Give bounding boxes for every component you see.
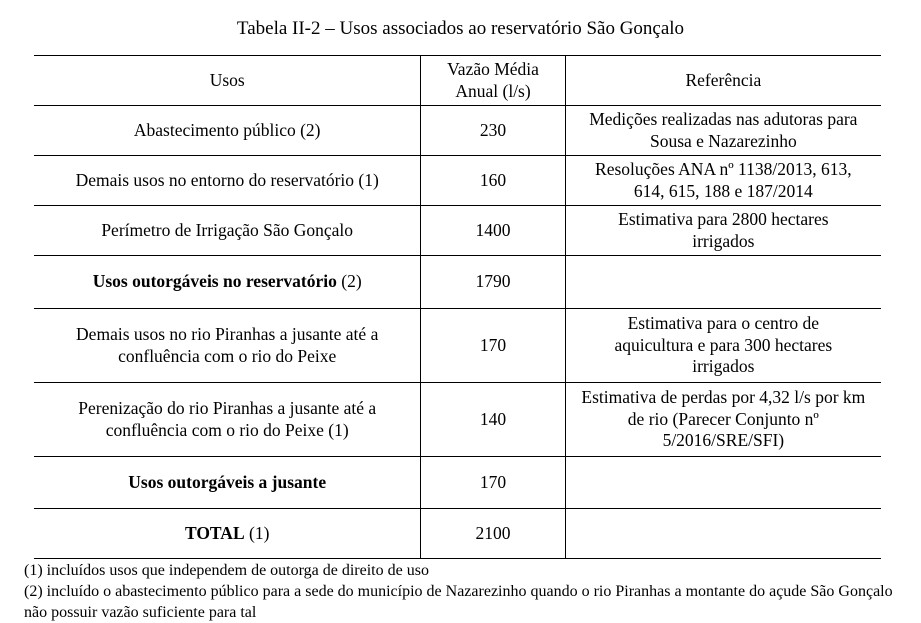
cell-uso [34,309,421,383]
uso-text: Demais usos no rio Piranhas a jusante até a confluência com o rio do Peixe [76,324,379,366]
cell-uso [34,457,421,509]
table-row [34,309,881,383]
cell-referencia: Estimativa de perdas por 4,32 l/s por km de rio (Parecer Conjunto nº 5/2016/SRE/SFI) [565,383,881,457]
cell-referencia [565,457,881,509]
cell-vazao: 1400 [421,206,565,256]
header-referencia: Referência [565,56,881,106]
table-row [34,383,881,457]
cell-uso [34,383,421,457]
table-row [34,256,881,309]
header-vazao-line2: Anual (l/s) [455,80,531,101]
cell-vazao: 170 [421,309,565,383]
cell-uso [34,256,421,309]
cell-referencia [565,509,881,559]
uso-text: Abastecimento público (2) [133,119,321,140]
header-row [34,56,881,106]
cell-referencia [565,256,881,309]
header-usos: Usos [34,56,421,106]
cell-uso [34,509,421,559]
uso-bold: Usos outorgáveis no reservatório [92,271,337,292]
cell-vazao: 230 [421,106,565,156]
table-row [34,206,881,256]
cell-vazao: 170 [421,457,565,509]
table-footnotes [24,560,894,623]
cell-vazao: 1790 [421,256,565,309]
uso-bold: Usos outorgáveis a jusante [128,471,327,492]
footnote-2: (2) incluído o abastecimento público para a sede do município de Nazarezinho quando o rio Piranhas a montante do açude São Gonçalo não possuir vazão suficiente para tal [24,583,893,621]
table-row [34,156,881,206]
uso-text: Demais usos no entorno do reservatório (1) [75,169,379,190]
footnote-1: (1) incluídos usos que independem de outorga de direito de uso [24,562,429,579]
cell-uso [34,156,421,206]
uso-text: Perímetro de Irrigação São Gonçalo [101,219,354,240]
table-row [34,106,881,156]
cell-vazao: 140 [421,383,565,457]
uso-text: (2) [336,271,362,292]
table-row-total [34,509,881,559]
uses-table [34,55,881,559]
cell-referencia: Estimativa para o centro de aquicultura e para 300 hectares irrigados [565,309,881,383]
header-vazao [421,56,565,106]
uso-text: Perenização do rio Piranhas a jusante até a confluência com o rio do Peixe (1) [78,398,377,440]
cell-uso [34,106,421,156]
cell-vazao: 2100 [421,509,565,559]
header-vazao-line1: Vazão Média [447,59,539,79]
cell-vazao: 160 [421,156,565,206]
cell-referencia: Medições realizadas nas adutoras para Sousa e Nazarezinho [565,106,881,156]
cell-uso [34,206,421,256]
uso-text: (1) [244,522,270,543]
cell-referencia: Estimativa para 2800 hectares irrigados [565,206,881,256]
uso-bold: TOTAL [184,522,245,543]
cell-referencia: Resoluções ANA nº 1138/2013, 613, 614, 615, 188 e 187/2014 [565,156,881,206]
table-row [34,457,881,509]
table-caption: Tabela II-2 – Usos associados ao reservatório São Gonçalo [236,18,685,39]
